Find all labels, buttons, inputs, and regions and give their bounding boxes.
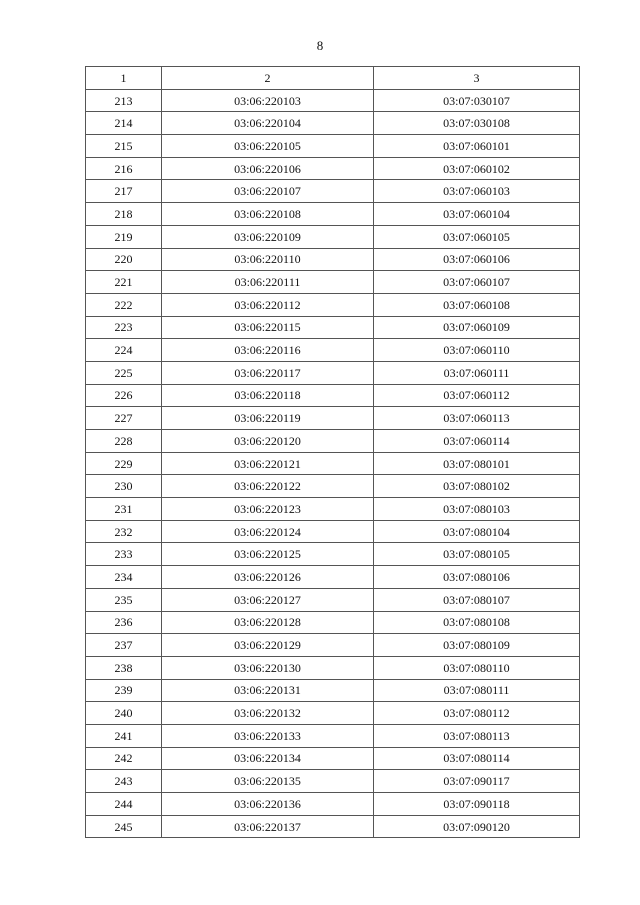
row-number-cell: 233: [86, 543, 162, 566]
table-cell: 03:06:220126: [162, 566, 374, 589]
table-cell: 03:06:220108: [162, 203, 374, 226]
table-cell: 03:07:080106: [374, 566, 580, 589]
table-cell: 03:06:220119: [162, 407, 374, 430]
row-number-cell: 235: [86, 588, 162, 611]
table-cell: 03:06:220109: [162, 225, 374, 248]
table-row: [86, 634, 580, 657]
row-number-cell: 232: [86, 520, 162, 543]
table-row: [86, 702, 580, 725]
table-cell: 03:06:220137: [162, 815, 374, 838]
table-cell: 03:07:060113: [374, 407, 580, 430]
row-number-cell: 221: [86, 271, 162, 294]
table-cell: 03:06:220129: [162, 634, 374, 657]
table-cell: 03:06:220134: [162, 747, 374, 770]
table-row: [86, 611, 580, 634]
row-number-cell: 219: [86, 225, 162, 248]
row-number-cell: 214: [86, 112, 162, 135]
table-row: [86, 180, 580, 203]
table-row: [86, 293, 580, 316]
table-cell: 03:07:080113: [374, 724, 580, 747]
column-header: 3: [374, 67, 580, 90]
column-header: 2: [162, 67, 374, 90]
table-row: [86, 271, 580, 294]
row-number-cell: 229: [86, 452, 162, 475]
table-row: [86, 407, 580, 430]
table-cell: 03:07:060103: [374, 180, 580, 203]
table-cell: 03:07:080114: [374, 747, 580, 770]
table-cell: 03:06:220111: [162, 271, 374, 294]
table-cell: 03:07:080107: [374, 588, 580, 611]
table-row: [86, 203, 580, 226]
table-cell: 03:06:220133: [162, 724, 374, 747]
table-cell: 03:06:220127: [162, 588, 374, 611]
table-row: [86, 452, 580, 475]
table-row: [86, 724, 580, 747]
table-cell: 03:07:080104: [374, 520, 580, 543]
table-cell: 03:06:220112: [162, 293, 374, 316]
row-number-cell: 228: [86, 430, 162, 453]
row-number-cell: 226: [86, 384, 162, 407]
table-row: [86, 679, 580, 702]
row-number-cell: 215: [86, 135, 162, 158]
table-cell: 03:07:060110: [374, 339, 580, 362]
table-cell: 03:07:030108: [374, 112, 580, 135]
row-number-cell: 225: [86, 361, 162, 384]
table-body: [86, 89, 580, 838]
table-row: [86, 520, 580, 543]
table-cell: 03:06:220121: [162, 452, 374, 475]
row-number-cell: 217: [86, 180, 162, 203]
row-number-cell: 243: [86, 770, 162, 793]
table-cell: 03:07:080111: [374, 679, 580, 702]
table-row: [86, 157, 580, 180]
table-cell: 03:06:220123: [162, 498, 374, 521]
column-header: 1: [86, 67, 162, 90]
table-cell: 03:07:090118: [374, 793, 580, 816]
table-cell: 03:07:060112: [374, 384, 580, 407]
table-cell: 03:07:060111: [374, 361, 580, 384]
table-cell: 03:06:220135: [162, 770, 374, 793]
table-cell: 03:07:060108: [374, 293, 580, 316]
table-cell: 03:06:220118: [162, 384, 374, 407]
table-header-row: [86, 67, 580, 90]
table-row: [86, 112, 580, 135]
table-cell: 03:07:060109: [374, 316, 580, 339]
row-number-cell: 238: [86, 656, 162, 679]
row-number-cell: 234: [86, 566, 162, 589]
table-row: [86, 770, 580, 793]
table-row: [86, 384, 580, 407]
table-cell: 03:07:060106: [374, 248, 580, 271]
table-cell: 03:06:220124: [162, 520, 374, 543]
table-cell: 03:06:220105: [162, 135, 374, 158]
table-row: [86, 815, 580, 838]
table-cell: 03:06:220106: [162, 157, 374, 180]
table-cell: 03:07:060101: [374, 135, 580, 158]
table-cell: 03:07:060102: [374, 157, 580, 180]
table-row: [86, 566, 580, 589]
table-cell: 03:07:060105: [374, 225, 580, 248]
table-row: [86, 316, 580, 339]
row-number-cell: 242: [86, 747, 162, 770]
table-row: [86, 248, 580, 271]
table-cell: 03:07:030107: [374, 89, 580, 112]
table-cell: 03:06:220136: [162, 793, 374, 816]
table-row: [86, 135, 580, 158]
row-number-cell: 223: [86, 316, 162, 339]
table-row: [86, 656, 580, 679]
page-number: 8: [316, 38, 324, 53]
table-cell: 03:06:220115: [162, 316, 374, 339]
row-number-cell: 220: [86, 248, 162, 271]
row-number-cell: 240: [86, 702, 162, 725]
table-cell: 03:06:220117: [162, 361, 374, 384]
row-number-cell: 213: [86, 89, 162, 112]
table-cell: 03:07:080101: [374, 452, 580, 475]
table-cell: 03:07:080109: [374, 634, 580, 657]
table-cell: 03:07:080103: [374, 498, 580, 521]
table-cell: 03:07:080108: [374, 611, 580, 634]
table-cell: 03:06:220120: [162, 430, 374, 453]
table-cell: 03:07:080112: [374, 702, 580, 725]
row-number-cell: 230: [86, 475, 162, 498]
table-row: [86, 475, 580, 498]
row-number-cell: 245: [86, 815, 162, 838]
row-number-cell: 241: [86, 724, 162, 747]
table-row: [86, 339, 580, 362]
table-cell: 03:06:220103: [162, 89, 374, 112]
table-cell: 03:06:220131: [162, 679, 374, 702]
table-cell: 03:07:080110: [374, 656, 580, 679]
table-cell: 03:06:220107: [162, 180, 374, 203]
table-row: [86, 747, 580, 770]
table-cell: 03:06:220132: [162, 702, 374, 725]
table-cell: 03:07:080105: [374, 543, 580, 566]
table-cell: 03:07:060107: [374, 271, 580, 294]
data-table: [85, 66, 580, 838]
table-row: [86, 543, 580, 566]
row-number-cell: 239: [86, 679, 162, 702]
table-cell: 03:06:220110: [162, 248, 374, 271]
row-number-cell: 227: [86, 407, 162, 430]
table-cell: 03:06:220122: [162, 475, 374, 498]
row-number-cell: 216: [86, 157, 162, 180]
table-row: [86, 89, 580, 112]
row-number-cell: 222: [86, 293, 162, 316]
table-cell: 03:06:220125: [162, 543, 374, 566]
row-number-cell: 224: [86, 339, 162, 362]
table-cell: 03:06:220130: [162, 656, 374, 679]
table-cell: 03:07:090120: [374, 815, 580, 838]
table-row: [86, 430, 580, 453]
row-number-cell: 218: [86, 203, 162, 226]
table-cell: 03:07:060104: [374, 203, 580, 226]
table-row: [86, 225, 580, 248]
row-number-cell: 236: [86, 611, 162, 634]
table-cell: 03:07:090117: [374, 770, 580, 793]
row-number-cell: 231: [86, 498, 162, 521]
table-row: [86, 361, 580, 384]
table-cell: 03:06:220104: [162, 112, 374, 135]
table-cell: 03:06:220116: [162, 339, 374, 362]
row-number-cell: 237: [86, 634, 162, 657]
table-row: [86, 498, 580, 521]
table-cell: 03:06:220128: [162, 611, 374, 634]
row-number-cell: 244: [86, 793, 162, 816]
table-row: [86, 588, 580, 611]
table-cell: 03:07:080102: [374, 475, 580, 498]
table-row: [86, 793, 580, 816]
table-cell: 03:07:060114: [374, 430, 580, 453]
